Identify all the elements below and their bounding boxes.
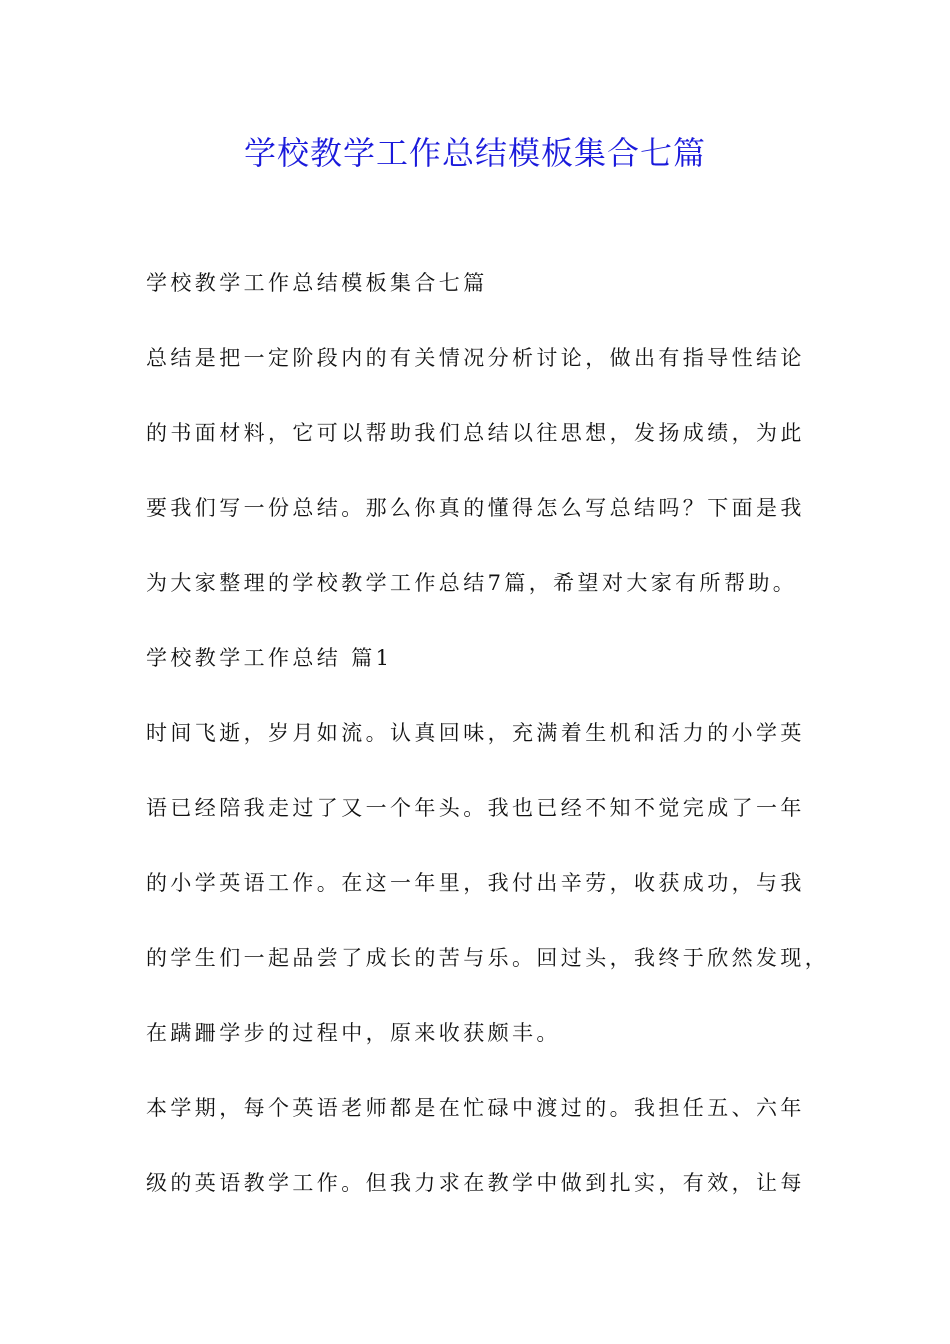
subtitle-line: 学校教学工作总结模板集合七篇 — [146, 271, 488, 295]
paragraph-line: 总结是把一定阶段内的有关情况分析讨论，做出有指导性结论 — [146, 346, 805, 370]
section-heading: 学校教学工作总结 篇1 — [146, 646, 393, 670]
paragraph-line: 级的英语教学工作。但我力求在教学中做到扎实，有效，让每 — [146, 1171, 805, 1195]
paragraph-line: 本学期，每个英语老师都是在忙碌中渡过的。我担任五、六年 — [146, 1096, 805, 1120]
paragraph-line: 为大家整理的学校教学工作总结7篇，希望对大家有所帮助。 — [146, 571, 798, 595]
paragraph-line: 的书面材料，它可以帮助我们总结以往思想，发扬成绩，为此 — [146, 421, 805, 445]
paragraph-line: 的学生们一起品尝了成长的苦与乐。回过头，我终于欣然发现， — [146, 946, 830, 970]
paragraph-line: 的小学英语工作。在这一年里，我付出辛劳，收获成功，与我 — [146, 871, 805, 895]
paragraph-line: 语已经陪我走过了又一个年头。我也已经不知不觉完成了一年 — [146, 796, 805, 820]
paragraph-line: 要我们写一份总结。那么你真的懂得怎么写总结吗？下面是我 — [146, 496, 805, 520]
document-title: 学校教学工作总结模板集合七篇 — [243, 134, 706, 172]
paragraph-line: 在蹒跚学步的过程中，原来收获颇丰。 — [146, 1021, 561, 1045]
paragraph-line: 时间飞逝，岁月如流。认真回味，充满着生机和活力的小学英 — [146, 721, 805, 745]
